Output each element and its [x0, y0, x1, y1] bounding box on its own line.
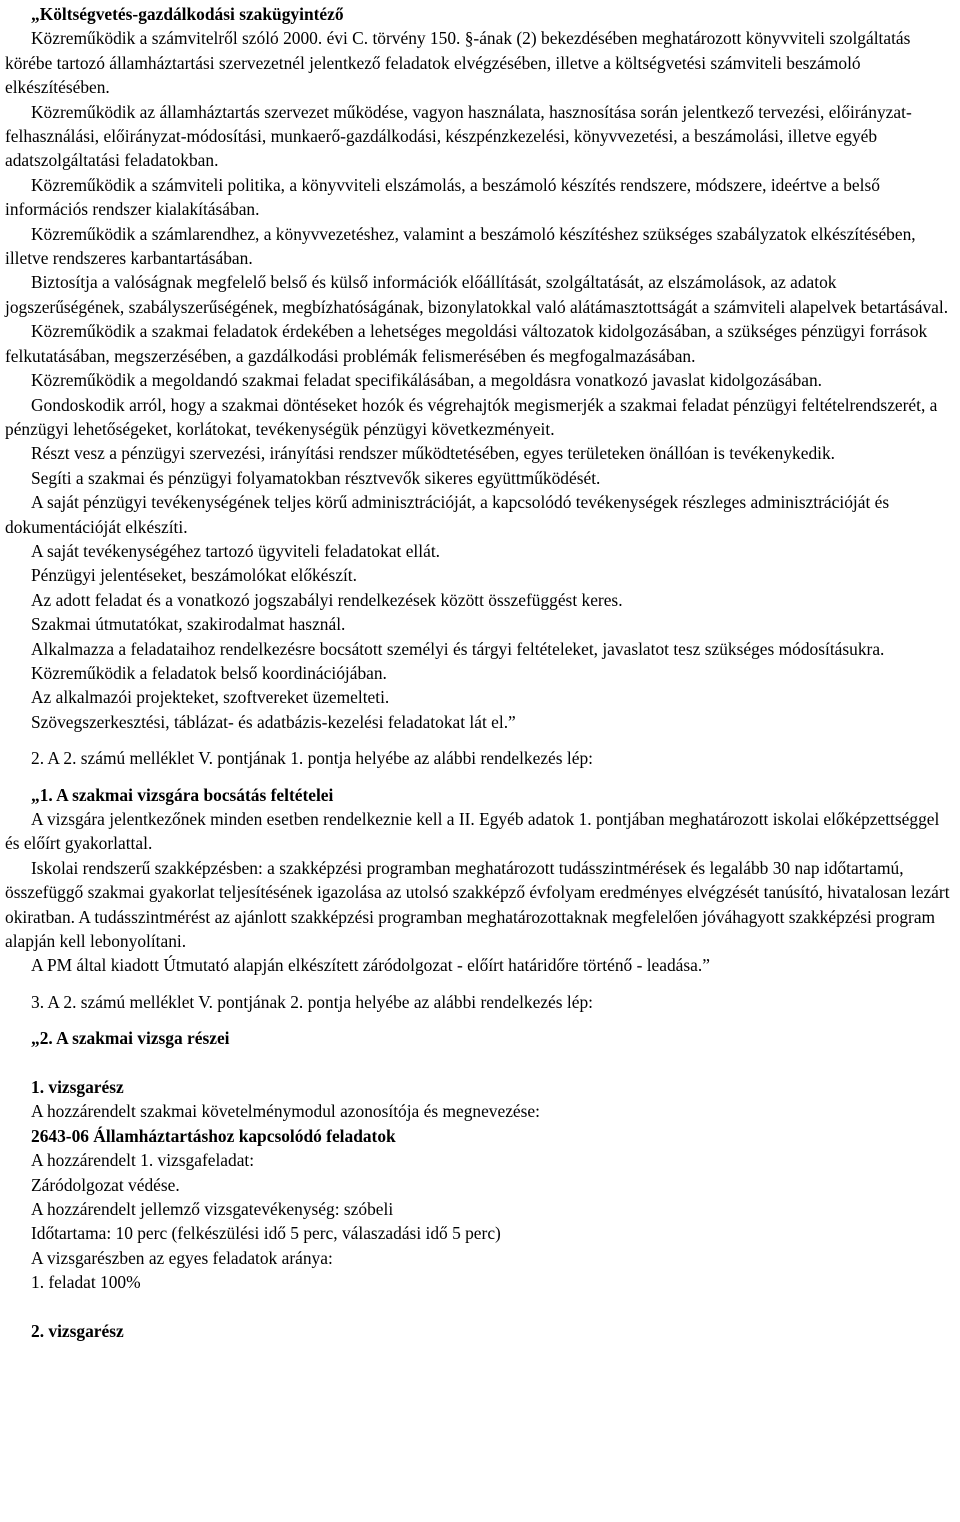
paragraph: A hozzárendelt 1. vizsgafeladat:	[31, 1150, 255, 1171]
spacer	[5, 771, 955, 783]
paragraph: Záródolgozat védése.	[31, 1174, 180, 1195]
paragraph: Közreműködik a feladatok belső koordinációjában.	[31, 662, 387, 683]
paragraph: A hozzárendelt jellemző vizsgatevékenység: szóbeli	[31, 1199, 394, 1220]
paragraph: Közreműködik a számvitelről szóló 2000. évi C. törvény 150. §-ának (2) bekezdésében meghatározott könyvviteli szolgáltatás körébe tartozó államháztartási szervezetnél jelentkező feladatok elvégzésében, illetve a költségvetési számviteli beszámoló elkészítésében.	[5, 28, 911, 98]
paragraph: A vizsgarészben az egyes feladatok aránya:	[31, 1247, 333, 1268]
spacer	[5, 1014, 955, 1026]
paragraph: Részt vesz a pénzügyi szervezési, irányítási rendszer működtetésében, egyes területeken önállóan is tevékenykedik.	[31, 443, 836, 464]
section-heading: „1. A szakmai vizsgára bocsátás feltételei	[31, 784, 334, 805]
document-page	[5, 2, 955, 1344]
paragraph: Közreműködik a számviteli politika, a könyvviteli elszámolás, a beszámoló készítés rendszere, módszere, ideértve a belső információs rendszer kialakításában.	[5, 174, 880, 220]
paragraph: Biztosítja a valóságnak megfelelő belső és külső információk előállítását, szolgáltatását, az elszámolások, az adatok jogszerűségének, szabályszerűségének, megbízhatóságának, bizonylatokkal való alátámasztottságát a számviteli alapelvek betartásával.	[5, 272, 949, 317]
paragraph: Szakmai útmutatókat, szakirodalmat használ.	[31, 614, 346, 635]
paragraph: Iskolai rendszerű szakképzésben: a szakképzési programban meghatározott tudásszintmérések és legalább 30 nap időtartamú, összefüggő szakmai gyakorlat teljesítésének igazolása az utolsó szakképző évfolyam eredményes elvégzését tanúsító, hivatalosan lezárt okiratban. A tudásszintmérést az ajánlott szakképzési programban meghatározottaknak megfelelően jóváhagyott szakképzési program alapján kell lebonyolítani.	[5, 857, 950, 952]
paragraph: Szövegszerkesztési, táblázat- és adatbázis-kezelési feladatokat lát el.”	[31, 711, 516, 732]
paragraph: Segíti a szakmai és pénzügyi folyamatokban résztvevők sikeres együttműködését.	[31, 467, 601, 488]
amendment-intro: 2. A 2. számú melléklet V. pontjának 1. pontja helyébe az alábbi rendelkezés lép:	[31, 748, 593, 769]
paragraph: Pénzügyi jelentéseket, beszámolókat előkészít.	[31, 565, 357, 586]
paragraph: A vizsgára jelentkezőnek minden esetben rendelkeznie kell a II. Egyéb adatok 1. pontjában meghatározott iskolai előképzettséggel és előírt gyakorlattal.	[5, 809, 940, 854]
paragraph: A hozzárendelt szakmai követelménymodul azonosítója és megnevezése:	[31, 1101, 540, 1122]
paragraph: Az adott feladat és a vonatkozó jogszabályi rendelkezések között összefüggést keres.	[31, 589, 623, 610]
module-title: 2643-06 Államháztartáshoz kapcsolódó feladatok	[31, 1125, 396, 1146]
spacer	[5, 1051, 955, 1075]
section-heading: „Költségvetés-gazdálkodási szakügyintéző	[31, 4, 344, 24]
paragraph: 1. feladat 100%	[31, 1272, 141, 1293]
spacer	[5, 1295, 955, 1319]
paragraph: Az alkalmazói projekteket, szoftvereket üzemelteti.	[31, 687, 390, 708]
exam-part-heading: 1. vizsgarész	[31, 1077, 124, 1098]
paragraph: Gondoskodik arról, hogy a szakmai döntéseket hozók és végrehajtók megismerjék a szakmai feladat pénzügyi feltételrendszerét, a pénzügyi lehetőségeket, korlátokat, tevékenységük pénzügyi következményeit.	[5, 394, 938, 439]
paragraph: Alkalmazza a feladataihoz rendelkezésre bocsátott személyi és tárgyi feltételeket, javaslatot tesz szükséges módosításukra.	[31, 638, 885, 659]
exam-part-heading: 2. vizsgarész	[31, 1321, 124, 1342]
spacer	[5, 734, 955, 746]
paragraph: Közreműködik a szakmai feladatok érdekében a lehetséges megoldási változatok kidolgozásában, a szükséges pénzügyi források felkutatásában, megszerzésében, a gazdálkodási problémák felismerésében és megfogalmazásában.	[5, 321, 928, 366]
paragraph: Közreműködik a megoldandó szakmai feladat specifikálásában, a megoldásra vonatkozó javaslat kidolgozásában.	[31, 370, 822, 391]
paragraph: Időtartama: 10 perc (felkészülési idő 5 perc, válaszadási idő 5 perc)	[31, 1223, 501, 1244]
paragraph: A saját pénzügyi tevékenységének teljes körű adminisztrációját, a kapcsolódó tevékenységek részleges adminisztrációját és dokumentációját elkészíti.	[5, 492, 890, 537]
paragraph: A saját tevékenységéhez tartozó ügyviteli feladatokat ellát.	[31, 540, 440, 561]
paragraph: Közreműködik a számlarendhez, a könyvvezetéshez, valamint a beszámoló készítéshez szükséges szabályzatok elkészítésében, illetve rendszeres karbantartásában.	[5, 223, 916, 269]
spacer	[5, 978, 955, 990]
paragraph: A PM által kiadott Útmutató alapján elkészített záródolgozat - előírt határidőre történő - leadása.”	[31, 955, 710, 976]
paragraph: Közreműködik az államháztartás szervezet működése, vagyon használata, hasznosítása során jelentkező tervezési, előirányzat-felhasználási, előirányzat-módosítási, munkaerő-gazdálkodási, készpénzkezelési, könyvvezetési, a beszámolási, illetve egyéb adatszolgáltatási feladatokban.	[5, 101, 912, 171]
section-heading: „2. A szakmai vizsga részei	[31, 1028, 230, 1049]
amendment-intro: 3. A 2. számú melléklet V. pontjának 2. pontja helyébe az alábbi rendelkezés lép:	[31, 991, 593, 1012]
